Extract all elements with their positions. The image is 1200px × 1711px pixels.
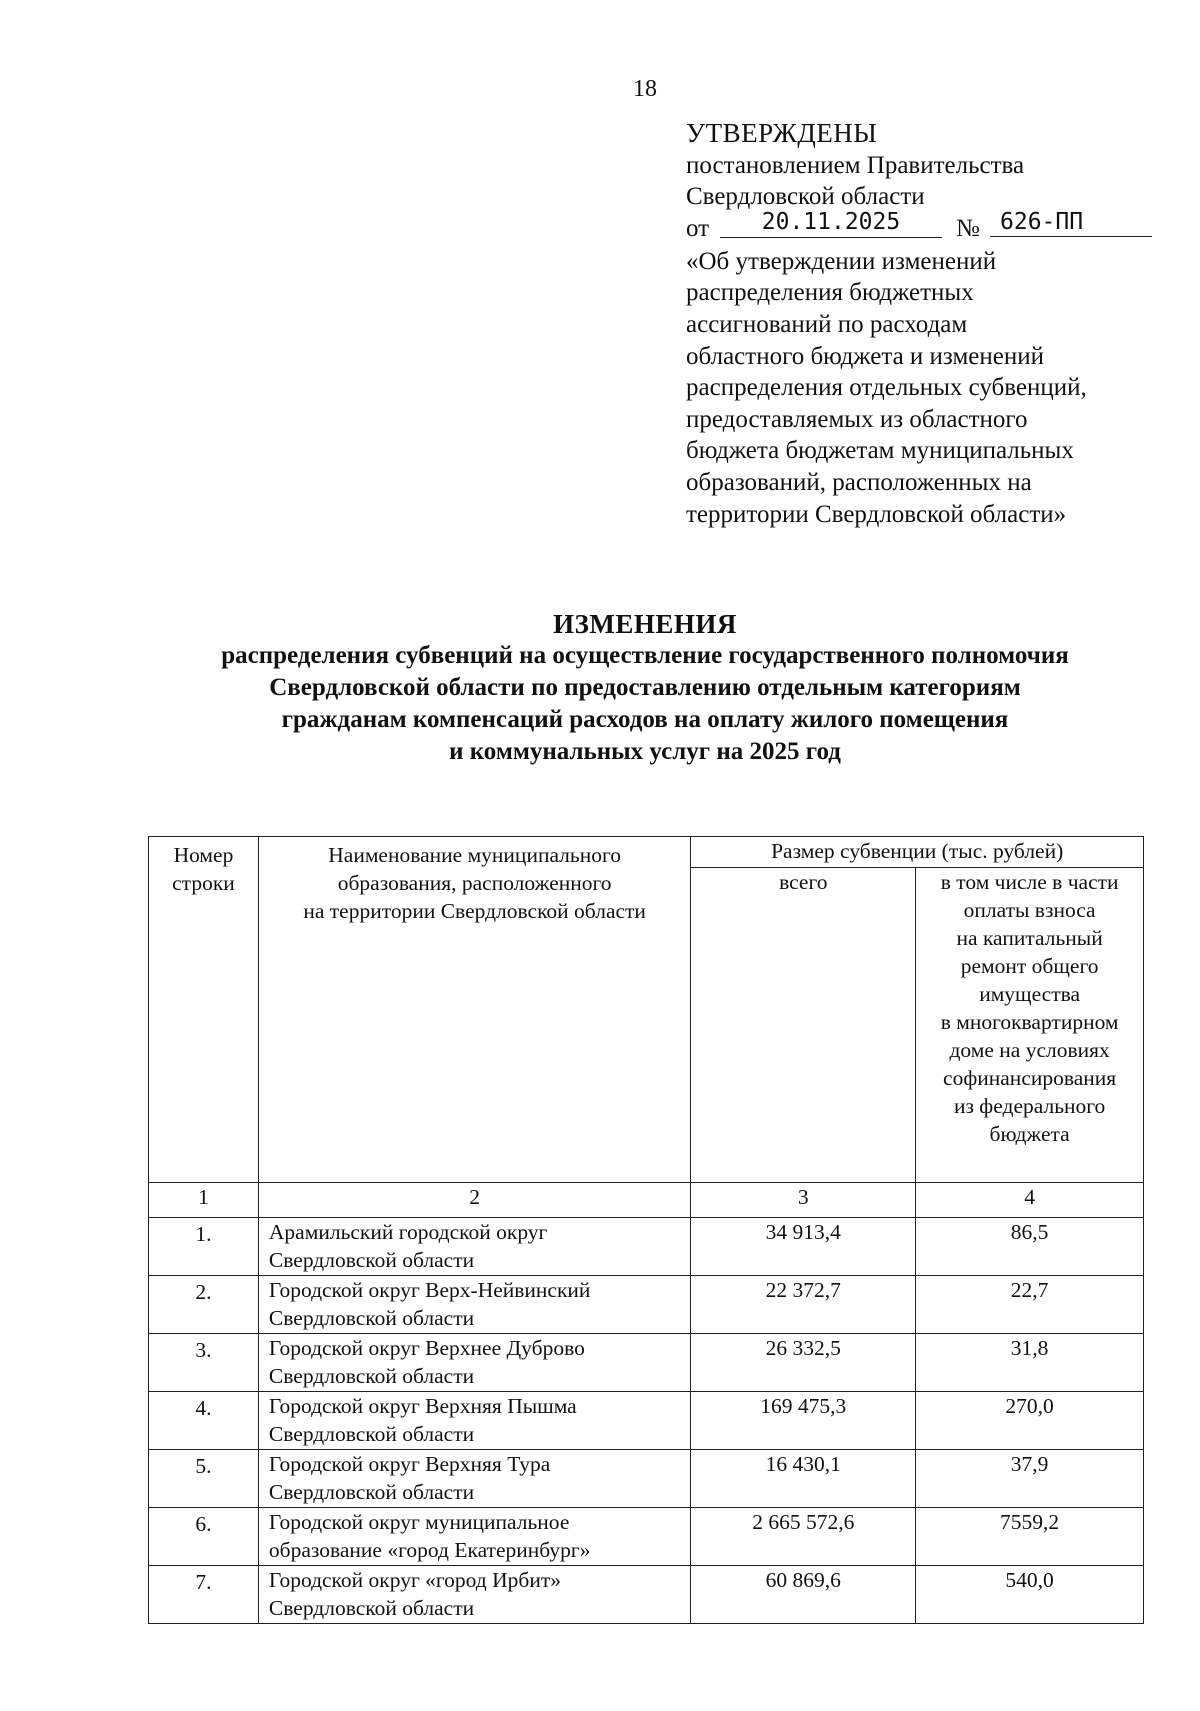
name-line: Арамильский городской округ bbox=[268, 1220, 548, 1244]
header-including bbox=[916, 868, 1144, 1183]
amount-total: 169 475,3 bbox=[691, 1392, 916, 1450]
amount-capital: 270,0 bbox=[916, 1392, 1144, 1450]
amount-capital: 7559,2 bbox=[916, 1508, 1144, 1566]
header-amount-group: Размер субвенции (тыс. рублей) bbox=[691, 837, 1144, 868]
amount-capital: 37,9 bbox=[916, 1450, 1144, 1508]
header-text: из федерального bbox=[953, 1094, 1106, 1118]
row-number: 4. bbox=[149, 1392, 259, 1450]
date-prefix: от bbox=[686, 214, 710, 242]
document-title bbox=[150, 608, 1140, 768]
resolution-title-line: распределения бюджетных bbox=[686, 279, 974, 307]
amount-total: 22 372,7 bbox=[691, 1276, 916, 1334]
approval-block bbox=[686, 118, 1146, 530]
amount-total: 26 332,5 bbox=[691, 1334, 916, 1392]
header-total bbox=[691, 868, 916, 1183]
resolution-title-line: распределения отдельных субвенций, bbox=[686, 374, 1087, 402]
header-text: ремонт общего bbox=[960, 954, 1099, 978]
name-line: Свердловской области bbox=[268, 1422, 475, 1446]
table-row bbox=[149, 1392, 1144, 1450]
row-number: 3. bbox=[149, 1334, 259, 1392]
name-line: Свердловской области bbox=[268, 1248, 475, 1272]
name-line: Свердловской области bbox=[268, 1596, 475, 1620]
header-text: на капитальный bbox=[956, 926, 1103, 950]
resolution-title-line: областного бюджета и изменений bbox=[686, 342, 1044, 370]
name-line: Городской округ Верхняя Пышма bbox=[268, 1394, 577, 1418]
amount-total: 60 869,6 bbox=[691, 1566, 916, 1624]
header-text: оплаты взноса bbox=[963, 898, 1096, 922]
page-number: 18 bbox=[633, 76, 657, 102]
resolution-title-line: предоставляемых из областного bbox=[686, 405, 1028, 433]
amount-total: 2 665 572,6 bbox=[691, 1508, 916, 1566]
header-name bbox=[258, 837, 690, 1183]
row-number: 2. bbox=[149, 1276, 259, 1334]
amount-capital: 31,8 bbox=[916, 1334, 1144, 1392]
table-row bbox=[149, 1276, 1144, 1334]
municipality-name bbox=[258, 1508, 690, 1566]
name-line: Городской округ Верхнее Дуброво bbox=[268, 1336, 585, 1360]
name-line: Свердловской области bbox=[268, 1306, 475, 1330]
column-number: 1 bbox=[149, 1183, 259, 1218]
approval-line-1: постановлением Правительства bbox=[686, 151, 1025, 179]
municipality-name bbox=[258, 1450, 690, 1508]
municipality-name bbox=[258, 1276, 690, 1334]
header-text: доме на условиях bbox=[949, 1038, 1110, 1062]
approval-heading: УТВЕРЖДЕНЫ bbox=[686, 118, 878, 148]
municipality-name bbox=[258, 1566, 690, 1624]
number-prefix: № bbox=[956, 214, 980, 242]
amount-capital: 86,5 bbox=[916, 1218, 1144, 1276]
header-text: бюджета bbox=[989, 1122, 1070, 1146]
date-number-line bbox=[686, 208, 1146, 246]
name-line: образование «город Екатеринбург» bbox=[268, 1538, 591, 1562]
header-text: софинансирования bbox=[943, 1066, 1117, 1090]
amount-total: 34 913,4 bbox=[691, 1218, 916, 1276]
header-text: Наименование муниципального bbox=[328, 843, 622, 867]
header-text: всего bbox=[779, 870, 828, 894]
approval-line-2: Свердловской области bbox=[686, 183, 925, 211]
table-row bbox=[149, 1450, 1144, 1508]
title-line: гражданам компенсаций расходов на оплату жилого помещения bbox=[281, 706, 1009, 733]
resolution-title bbox=[686, 246, 1146, 530]
resolution-title-line: бюджета бюджетам муниципальных bbox=[686, 437, 1074, 465]
header-row bbox=[149, 837, 1144, 868]
header-text: строки bbox=[172, 871, 235, 895]
table-row bbox=[149, 1566, 1144, 1624]
column-number-row bbox=[149, 1183, 1144, 1218]
municipality-name bbox=[258, 1392, 690, 1450]
resolution-title-line: «Об утверждении изменений bbox=[686, 247, 997, 275]
amount-total: 16 430,1 bbox=[691, 1450, 916, 1508]
name-line: Свердловской области bbox=[268, 1364, 475, 1388]
column-number: 3 bbox=[691, 1183, 916, 1218]
row-number: 5. bbox=[149, 1450, 259, 1508]
title-line: и коммунальных услуг на 2025 год bbox=[449, 738, 841, 765]
header-text: образования, расположенного bbox=[337, 871, 612, 895]
row-number: 1. bbox=[149, 1218, 259, 1276]
name-line: Городской округ Верхняя Тура bbox=[268, 1452, 551, 1476]
amount-capital: 22,7 bbox=[916, 1276, 1144, 1334]
row-number: 7. bbox=[149, 1566, 259, 1624]
header-text: в том числе в части bbox=[940, 870, 1119, 894]
resolution-date: 20.11.2025 bbox=[720, 207, 942, 238]
header-text: в многоквартирном bbox=[940, 1010, 1119, 1034]
header-text: имущества bbox=[979, 982, 1081, 1006]
column-number: 2 bbox=[258, 1183, 690, 1218]
name-line: Свердловской области bbox=[268, 1480, 475, 1504]
header-row-number bbox=[149, 837, 259, 1183]
amount-capital: 540,0 bbox=[916, 1566, 1144, 1624]
name-line: Городской округ «город Ирбит» bbox=[268, 1568, 561, 1592]
name-line: Городской округ муниципальное bbox=[268, 1510, 570, 1534]
column-number: 4 bbox=[916, 1183, 1144, 1218]
header-text: на территории Свердловской области bbox=[303, 899, 646, 923]
resolution-number: 626-ПП bbox=[990, 207, 1152, 237]
resolution-title-line: ассигнований по расходам bbox=[686, 310, 968, 338]
subvention-table bbox=[148, 836, 1144, 1624]
name-line: Городской округ Верх-Нейвинский bbox=[268, 1278, 591, 1302]
title-line: Свердловской области по предоставлению отдельным категориям bbox=[269, 674, 1021, 701]
table-row bbox=[149, 1218, 1144, 1276]
table-row bbox=[149, 1508, 1144, 1566]
municipality-name bbox=[258, 1218, 690, 1276]
resolution-title-line: территории Свердловской области» bbox=[686, 500, 1067, 528]
header-text: Номер bbox=[173, 843, 234, 867]
municipality-name bbox=[258, 1334, 690, 1392]
resolution-title-line: образований, расположенных на bbox=[686, 468, 1032, 496]
table-row bbox=[149, 1334, 1144, 1392]
title-main: ИЗМЕНЕНИЯ bbox=[553, 609, 737, 639]
row-number: 6. bbox=[149, 1508, 259, 1566]
title-line: распределения субвенций на осуществление государственного полномочия bbox=[221, 642, 1069, 669]
